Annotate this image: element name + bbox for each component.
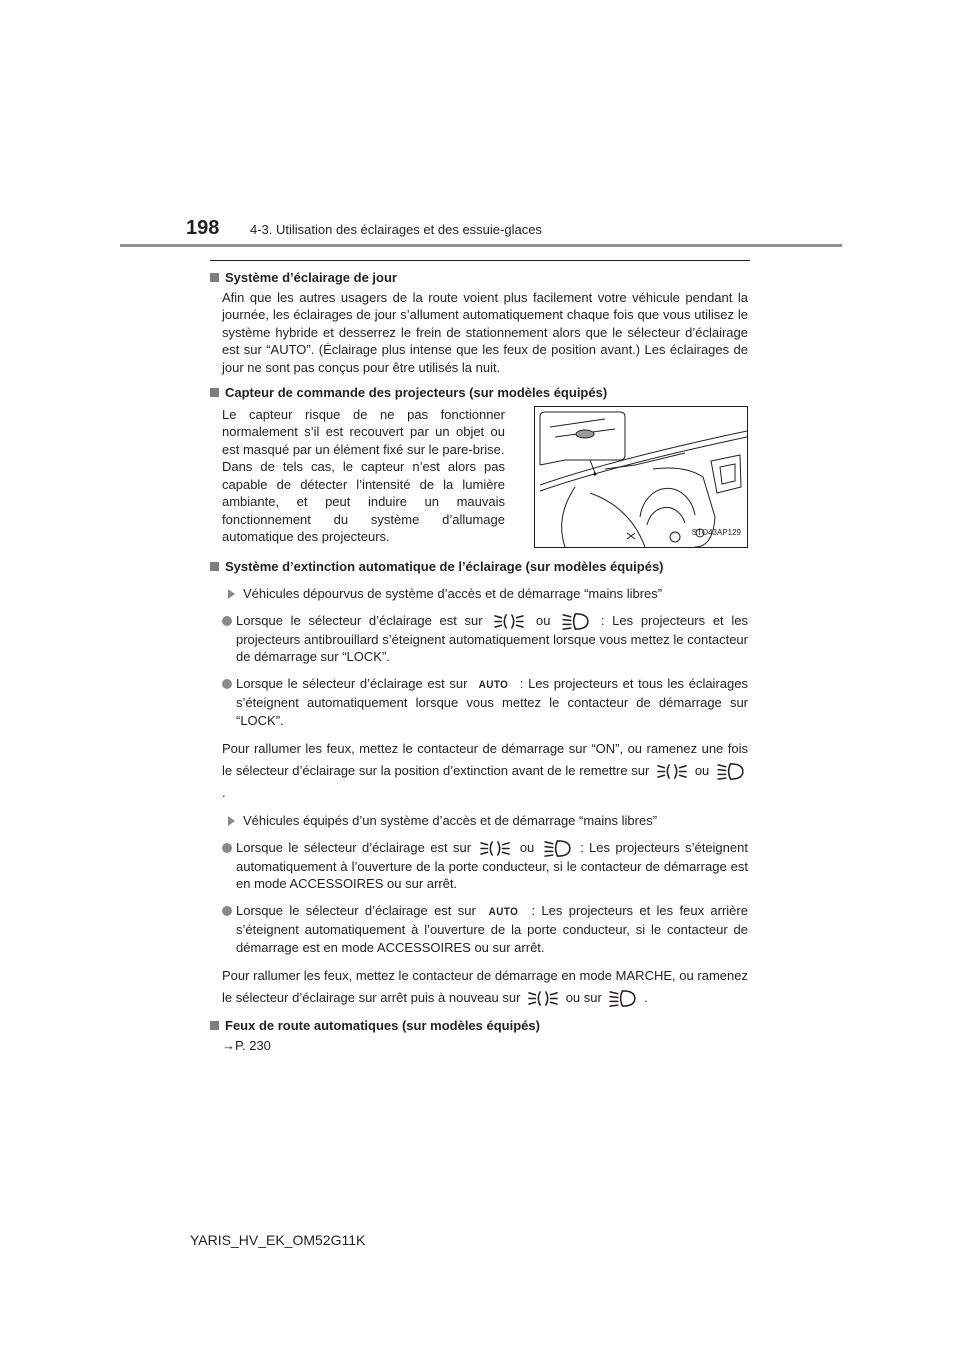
bullet-text-post: : Les projecteurs s’éteignent automatiquement à l’ouverture de la porte conducteur, si le contacteur de démarrage est en mode ACCESSOIRES ou sur arrêt. [236, 839, 748, 892]
tail-light-icon [657, 762, 687, 781]
group2-bullet-2 [222, 902, 748, 957]
note-text-end: . [644, 990, 648, 1006]
highbeam-heading [210, 1017, 748, 1035]
highbeam-reference-link[interactable]: →P. 230 [222, 1037, 271, 1053]
note-text-mid: ou sur [565, 990, 602, 1006]
sensor-text-1: Le capteur risque de ne pas fonctionner normalement s’il est recouvert par un objet ou est masqué par un élément fixé sur le pare-brise. [222, 406, 505, 457]
section-title: 4-3. Utilisation des éclairages et des essuie-glaces [250, 222, 542, 237]
page-number: 198 [186, 217, 220, 239]
square-bullet-icon [210, 388, 219, 397]
bullet-text-mid: ou [536, 612, 551, 628]
triangle-arrow-icon [228, 589, 235, 599]
bullet-text-pre: Lorsque le sélecteur d’éclairage est sur [236, 675, 468, 691]
group1-bullet-2 [222, 675, 748, 730]
sensor-figure [534, 406, 748, 548]
bullet-text-post: : Les projecteurs et les projecteurs antibrouillard s’éteignent automatiquement lorsque vous mettez le contacteur de démarrage sur “LOCK”. [236, 612, 748, 665]
sensor-section [222, 406, 748, 548]
note-text-pre: Pour rallumer les feux, mettez le contacteur de démarrage sur “ON”, ou ramenez une fois le sélecteur d’éclairage sur la position d’extinction avant de le remettre sur [222, 741, 748, 779]
sensor-text-2: Dans de tels cas, le capteur n’est alors pas capable de détecter l’intensité de la lumière ambiante, et peut induire un mauvais fonctionnement du système d’allumage automatique des projecteurs. [222, 459, 505, 544]
tail-light-icon [480, 839, 510, 858]
sensor-text [222, 406, 505, 548]
autooff-heading-text: Système d’extinction automatique de l’éclairage (sur modèles équipés) [225, 558, 664, 574]
tail-light-icon [494, 612, 524, 631]
figure-code: STO43AP129 [691, 528, 741, 537]
bullet-text-pre: Lorsque le sélecteur d’éclairage est sur [236, 839, 472, 855]
daytime-heading [210, 269, 748, 287]
round-bullet-icon [222, 843, 232, 853]
auto-icon: AUTO [478, 678, 509, 691]
bullet-text-pre: Lorsque le sélecteur d’éclairage est sur [236, 612, 483, 628]
tail-light-icon [528, 989, 558, 1008]
bullet-text-pre: Lorsque le sélecteur d’éclairage est sur [236, 902, 476, 918]
round-bullet-icon [222, 679, 232, 689]
group2-title [222, 812, 748, 830]
sensor-heading-text: Capteur de commande des projecteurs (sur modèles équipés) [225, 385, 608, 400]
square-bullet-icon [210, 273, 219, 282]
header-rule [120, 244, 842, 247]
square-bullet-icon [210, 1021, 219, 1030]
model-code: YARIS_HV_EK_OM52G11K [190, 1232, 366, 1248]
autooff-heading [210, 558, 748, 576]
square-bullet-icon [210, 562, 219, 571]
note-text-mid: ou [694, 763, 710, 779]
daytime-text: Afin que les autres usagers de la route voient plus facilement votre véhicule pendant la journée, les éclairages de jour s’allument automatiquement chaque fois que vous utilisez le système hybride et desserrez le frein de stationnement alors que le sélecteur d’éclairage est sur “AUTO”. (Éclairage plus intense que les feux de position avant.) Les éclairages de jour ne sont pas conçus pour être utilisés la nuit. [222, 289, 748, 375]
headlight-icon [562, 612, 589, 631]
headlight-icon [609, 989, 636, 1008]
top-rule [210, 260, 750, 261]
note-text-end: . [222, 785, 226, 801]
daytime-heading-text: Système d’éclairage de jour [225, 270, 397, 285]
auto-icon: AUTO [488, 905, 519, 918]
group1-bullet-1 [222, 612, 748, 666]
sensor-heading [210, 384, 748, 402]
page-content [210, 269, 748, 1054]
group1-note [222, 738, 748, 804]
headlight-icon [544, 839, 571, 858]
group2-title-text: Véhicules équipés d’un système d’accès et de démarrage “mains libres” [243, 813, 658, 829]
group2-bullet-1 [222, 839, 748, 893]
headlight-icon [717, 762, 744, 781]
triangle-arrow-icon [228, 816, 235, 826]
round-bullet-icon [222, 616, 232, 626]
group1-title [222, 585, 748, 603]
bullet-text-post: : Les projecteurs et tous les éclairages s’éteignent automatiquement lorsque vous mettez le contacteur de démarrage sur “LOCK”. [236, 675, 748, 728]
bullet-text-mid: ou [519, 839, 535, 855]
bullet-text-post: : Les projecteurs et les feux arrière s’éteignent automatiquement à l’ouverture de la porte conducteur, si le contacteur de démarrage est en mode ACCESSOIRES ou sur arrêt. [236, 902, 748, 955]
group1-title-text: Véhicules dépourvus de système d’accès et de démarrage “mains libres” [243, 586, 663, 601]
highbeam-heading-text: Feux de route automatiques (sur modèles équipés) [225, 1018, 540, 1034]
note-text-pre: Pour rallumer les feux, mettez le contacteur de démarrage en mode MARCHE, ou ramenez le sélecteur d’éclairage sur arrêt puis à nouveau sur [222, 968, 748, 1006]
round-bullet-icon [222, 906, 232, 916]
group2-note [222, 965, 748, 1009]
